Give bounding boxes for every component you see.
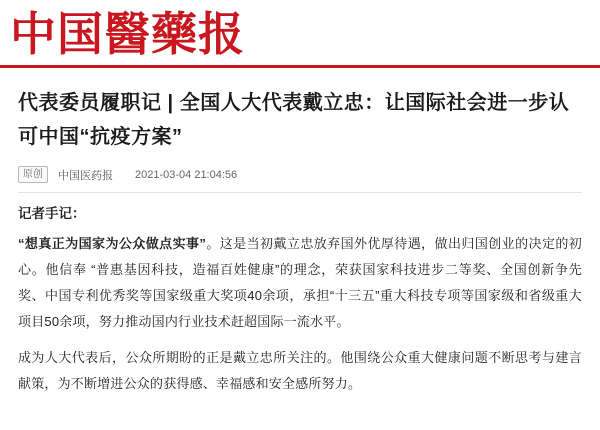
article-timestamp: 2021-03-04 21:04:56: [135, 168, 238, 181]
article-source: 中国医药报: [58, 169, 113, 182]
article-meta: [0, 154, 600, 183]
paragraph-1-text: 。这是当初戴立忠放弃国外优厚待遇，做出归国创业的决定的初心。他信奉 “普惠基因科技，造福百姓健康”的理念，荣获国家科技进步二等奖、全国创新争先奖、中国专利优秀奖等国家级重大奖项40余项，承担“十三五”重大科技专项等国家级和省级重大项目50余项，努力推动国内行业技术赶超国际一流水平。: [18, 236, 582, 329]
masthead: [0, 0, 600, 72]
publication-title: 中国醫藥报: [10, 7, 245, 61]
original-badge: 原创: [18, 166, 48, 183]
article-body: [0, 193, 600, 397]
paragraph-2-text: 成为人大代表后，公众所期盼的正是戴立忠所关注的。他围绕公众重大健康问题不断思考与建言献策，为不断增进公众的获得感、幸福感和安全感所努力。: [18, 350, 582, 391]
masthead-divider: [0, 65, 600, 68]
page-title: 代表委员履职记 | 全国人大代表戴立忠：让国际社会进一步认可中国“抗疫方案”: [18, 92, 570, 148]
paragraph-1: [18, 231, 582, 335]
section-subhead: 记者手记：: [18, 206, 86, 221]
paragraph-2: [18, 345, 582, 397]
headline-container: [0, 72, 600, 154]
paragraph-1-lead: “想真正为国家为公众做点实事”: [18, 236, 207, 251]
